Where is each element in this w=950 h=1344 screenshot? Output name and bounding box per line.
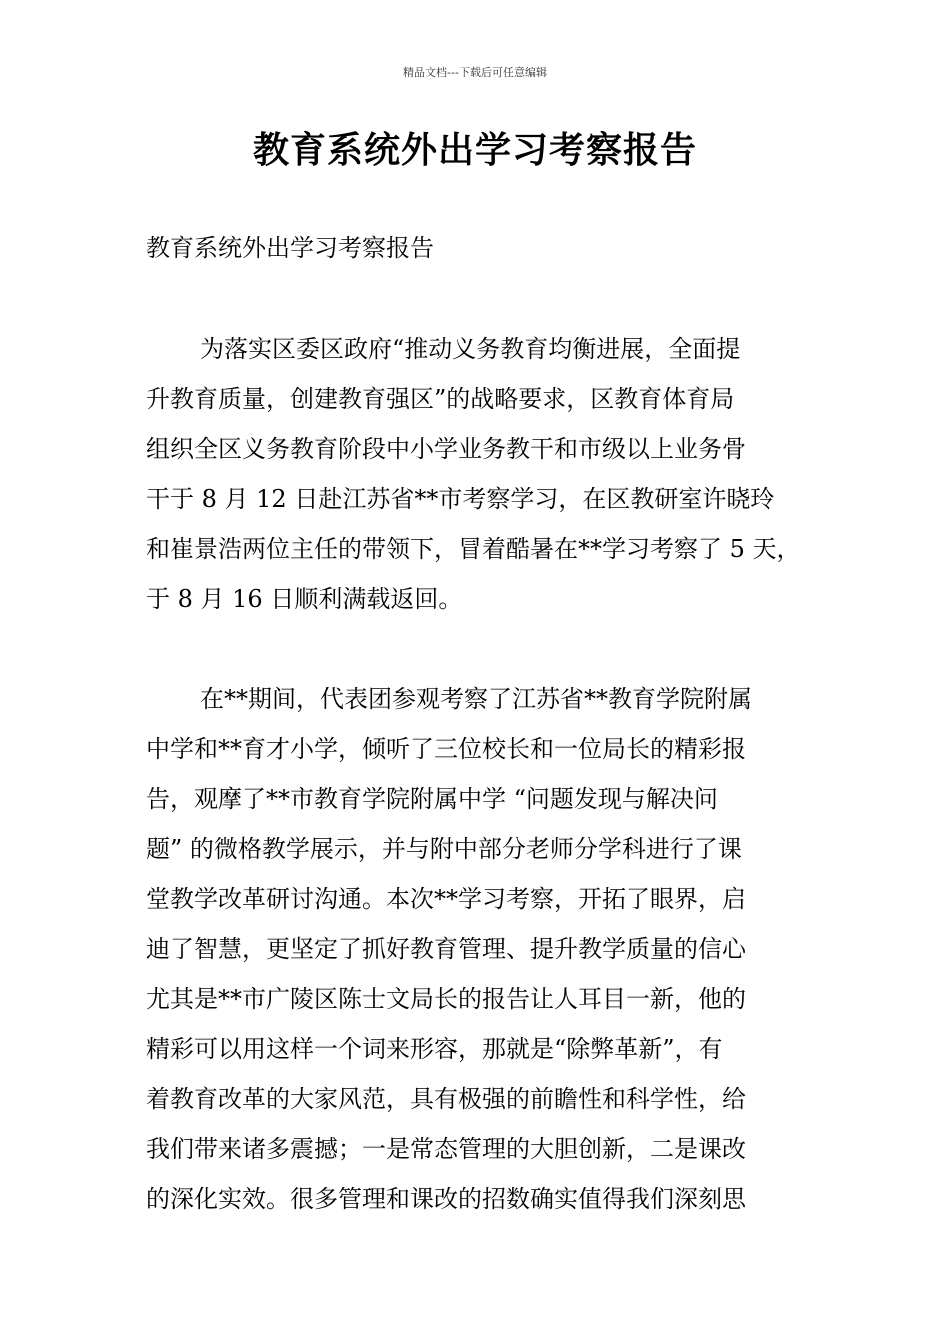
paragraph-2 bbox=[146, 674, 866, 1224]
paragraph-line: 精彩可以用这样一个词来形容，那就是“除弊革新”，有 bbox=[146, 1035, 723, 1063]
paragraph-line: 迪了智慧，更坚定了抓好教育管理、提升教学质量的信心 bbox=[146, 935, 746, 963]
paragraph-line: 中学和**育才小学，倾听了三位校长和一位局长的精彩报 bbox=[146, 735, 746, 763]
paragraph-line: 的深化实效。很多管理和课改的招数确实值得我们深刻思 bbox=[146, 1185, 746, 1213]
paragraph-line: 在**期间，代表团参观考察了江苏省**教育学院附属 bbox=[200, 685, 752, 713]
paragraph-line: 我们带来诸多震撼；一是常态管理的大胆创新，二是课改 bbox=[146, 1135, 746, 1163]
paragraph-line: 于 8 月 16 日顺利满载返回。 bbox=[146, 585, 463, 613]
paragraph-line: 堂教学改革研讨沟通。本次**学习考察，开拓了眼界，启 bbox=[146, 885, 746, 913]
paragraph-line: 题” 的微格教学展示，并与附中部分老师分学科进行了课 bbox=[146, 835, 742, 863]
page-header: 精品文档---下载后可任意编辑 bbox=[403, 66, 547, 79]
document-subtitle: 教育系统外出学习考察报告 bbox=[146, 234, 434, 262]
paragraph-line: 组织全区义务教育阶段中小学业务教干和市级以上业务骨 bbox=[146, 435, 746, 463]
paragraph-line: 告，观摩了**市教育学院附属中学 “问题发现与解决问 bbox=[146, 785, 718, 813]
document-title: 教育系统外出学习考察报告 bbox=[252, 129, 697, 171]
paragraph-line: 和崔景浩两位主任的带领下，冒着酷暑在**学习考察了 5 天， bbox=[146, 535, 801, 563]
paragraph-line: 着教育改革的大家风范，具有极强的前瞻性和科学性，给 bbox=[146, 1085, 746, 1113]
paragraph-line: 尤其是**市广陵区陈士文局长的报告让人耳目一新，他的 bbox=[146, 985, 746, 1013]
paragraph-line: 干于 8 月 12 日赴江苏省**市考察学习，在区教研室许晓玲 bbox=[146, 485, 775, 513]
paragraph-1 bbox=[146, 324, 866, 624]
paragraph-line: 升教育质量，创建教育强区”的战略要求，区教育体育局 bbox=[146, 385, 735, 413]
paragraph-line: 为落实区委区政府“推动义务教育均衡进展，全面提 bbox=[200, 335, 741, 363]
